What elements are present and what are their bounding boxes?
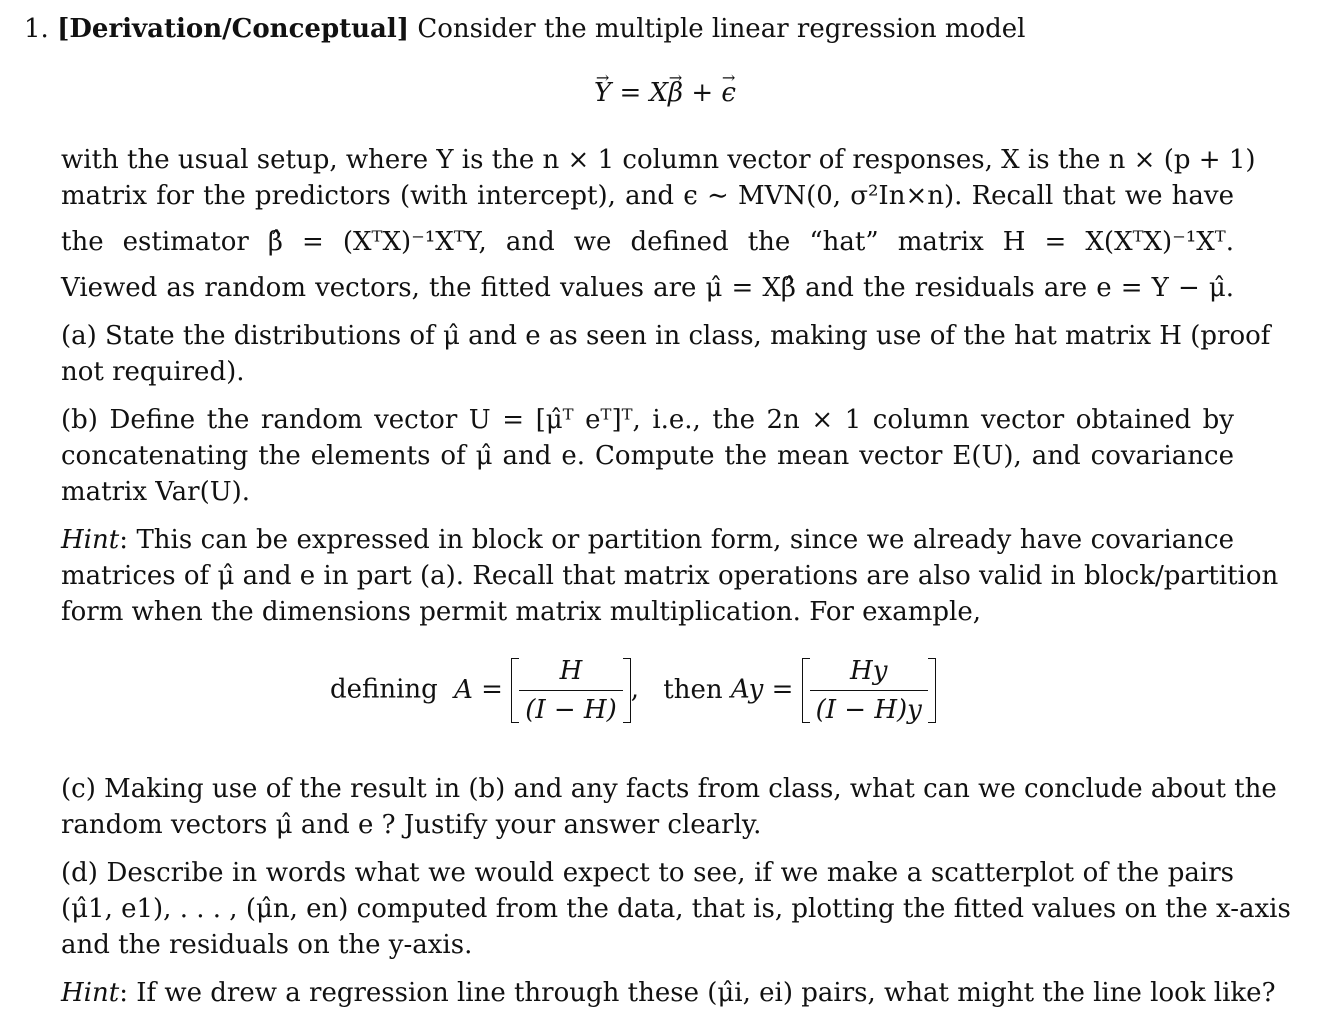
ex-Ay-bottom: (I − H)y <box>810 690 928 725</box>
eq-plus: + <box>683 78 722 108</box>
part-c-line-1: (c) Making use of the result in (b) and any facts from class, what can we conclude about the <box>61 774 1277 804</box>
ex-A-block <box>519 656 623 725</box>
question-tag: [Derivation/Conceptual] <box>57 14 410 44</box>
eq-eqX: = X <box>611 78 669 108</box>
hint-text-d: : If we drew a regression line through these (μ̂i, ei) pairs, what might the line look like? <box>119 978 1276 1008</box>
eq-beta: → β <box>668 78 683 108</box>
ex-A: A <box>454 674 473 705</box>
setup-line-3: the estimator β̂ = (XᵀX)⁻¹XᵀY, and we defined the “hat” matrix H = X(XᵀX)⁻¹Xᵀ. <box>61 227 1234 257</box>
part-a-line-1: (a) State the distributions of μ̂ and e as seen in class, making use of the hat matrix H (proof <box>61 321 1271 351</box>
ex-defining: defining <box>330 674 438 705</box>
part-c-line-2: random vectors μ̂ and e ? Justify your answer clearly. <box>61 810 762 840</box>
question-intro: Consider the multiple linear regression model <box>417 14 1026 44</box>
part-d-hint <box>61 978 1276 1008</box>
question-heading <box>24 14 1025 44</box>
part-b-hint-line-1 <box>61 525 1234 555</box>
ex-eq2: = <box>771 674 794 705</box>
question-number: 1. <box>24 14 49 44</box>
ex-Ay-block <box>810 656 928 725</box>
ex-eq1: = <box>481 674 503 705</box>
setup-line-1: with the usual setup, where Y is the n × 1 column vector of responses, X is the n × (p + 1) <box>61 145 1256 175</box>
part-b-hint-line-3: form when the dimensions permit matrix multiplication. For example, <box>61 597 981 627</box>
ex-Ay-top: Hy <box>850 656 888 686</box>
hint-label: Hint <box>61 525 120 555</box>
part-b-line-2: concatenating the elements of μ̂ and e. Compute the mean vector E(U), and covariance <box>61 441 1234 471</box>
part-b-line-3: matrix Var(U). <box>61 477 251 507</box>
hint-label-d: Hint <box>61 978 120 1008</box>
setup-line-2: matrix for the predictors (with intercept), and ϵ ∼ MVN(0, σ²In×n). Recall that we have <box>61 181 1234 211</box>
part-b-line-1: (b) Define the random vector U = [μ̂ᵀ eᵀ]ᵀ, i.e., the 2n × 1 column vector obtained by <box>61 405 1234 435</box>
ex-Ay-bracket <box>802 656 936 725</box>
part-d-line-1: (d) Describe in words what we would expect to see, if we make a scatterplot of the pairs <box>61 858 1234 888</box>
ex-A-bottom: (I − H) <box>519 690 623 725</box>
model-equation <box>0 78 1330 108</box>
ex-A-bracket <box>511 656 631 725</box>
part-d-line-3: and the residuals on the y-axis. <box>61 930 473 960</box>
ex-A-top: H <box>559 656 583 686</box>
part-a-line-2: not required). <box>61 357 245 387</box>
part-b-hint-line-2: matrices of μ̂ and e in part (a). Recall that matrix operations are also valid in block/partition <box>61 561 1279 591</box>
eq-Y: → Y <box>594 78 611 108</box>
eq-eps: → ϵ <box>721 78 736 108</box>
ex-Ay: Ay <box>730 674 764 705</box>
part-d-line-2: (μ̂1, e1), . . . , (μ̂n, en) computed from the data, that is, plotting the fitted values on the x-axis <box>61 894 1291 924</box>
block-example: defining A = $\frac{H}{(I - H)}$ , then Ay = $\frac{Hy}{(I - H)y}$ <box>330 656 936 725</box>
hint-text-1: : This can be expressed in block or partition form, since we already have covariance <box>119 525 1234 555</box>
ex-then: then <box>663 674 723 705</box>
setup-line-4: Viewed as random vectors, the fitted values are μ̂ = Xβ̂ and the residuals are e = Y − μ̂. <box>61 273 1234 303</box>
